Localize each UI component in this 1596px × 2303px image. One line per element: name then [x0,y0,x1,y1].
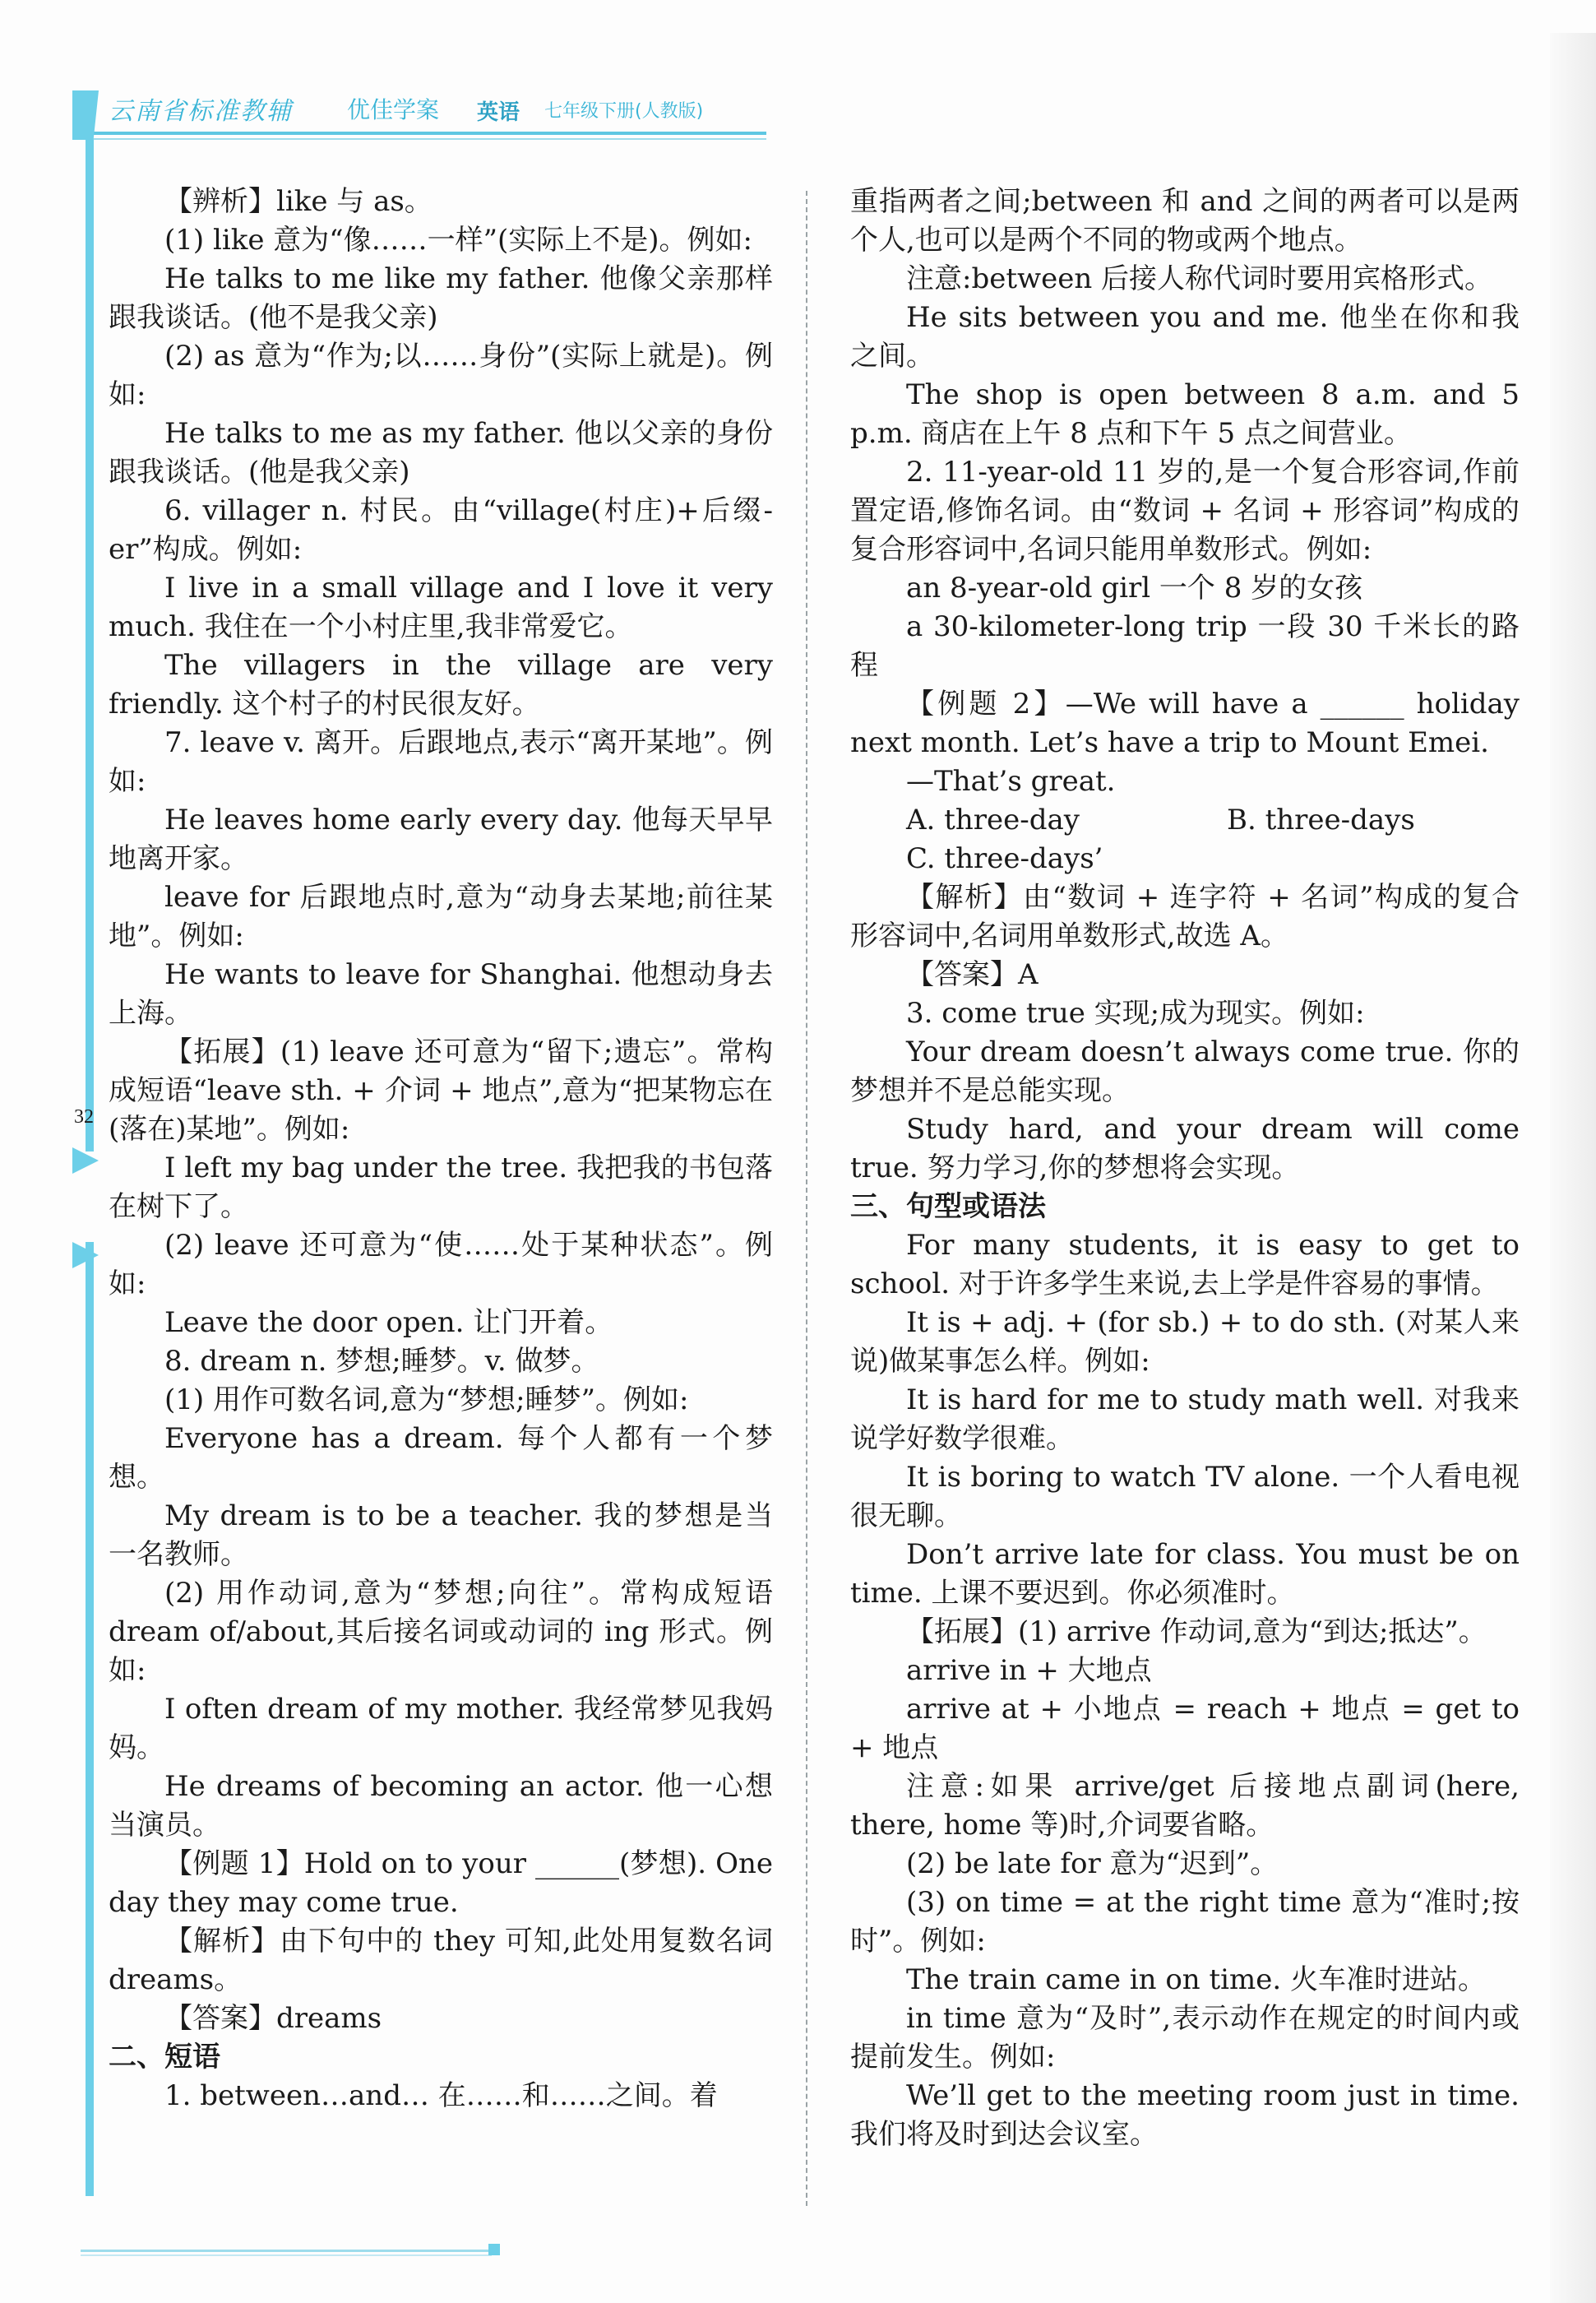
header-subtitle: 优佳学案 [347,96,440,123]
answer-option: B. three-days [1227,804,1415,836]
paragraph: It is hard for me to study math well. 对我来说学好数学很难。 [850,1383,1520,1455]
paragraph: My dream is to be a teacher. 我的梦想是当一名教师。 [109,1499,773,1571]
rail-bar-lower [86,1242,94,2196]
page-edge-shadow [1550,33,1596,2303]
paragraph: (2) be late for 意为“迟到”。 [906,1847,1279,1880]
paragraph: C. three-days’ [906,842,1103,875]
rail-tab [72,90,99,140]
section-heading: 三、句型或语法 [850,1190,1046,1223]
side-rail [72,90,99,2278]
paragraph: He talks to me as my father. 他以父亲的身份跟我谈话。(他是我父亲) [109,417,773,489]
paragraph: leave for 后跟地点时,意为“动身去某地;前往某地”。例如: [109,881,773,952]
paragraph: Leave the door open. 让门开着。 [164,1306,613,1339]
paragraph: in time 意为“及时”,表示动作在规定的时间内或提前发生。例如: [850,2002,1520,2074]
paragraph: For many students, it is easy to get to school. 对于许多学生来说,去上学是件容易的事情。 [850,1229,1520,1300]
footer-rule-thin [81,2254,492,2256]
header-subject: 英语 [477,100,520,125]
paragraph: 【拓展】(1) arrive 作动词,意为“到达;抵达”。 [906,1615,1487,1648]
left-column [109,183,773,2115]
paragraph: 重指两者之间;between 和 and 之间的两者可以是两个人,也可以是两个不同的物或两个地点。 [850,185,1520,257]
paragraph: We’ll get to the meeting room just in time. 我们将及时到达会议室。 [850,2079,1520,2151]
header-rule-thin [76,138,766,140]
paragraph: Everyone has a dream. 每个人都有一个梦想。 [109,1422,773,1494]
paragraph: 3. come true 实现;成为现实。例如: [906,997,1365,1030]
paragraph: 【例题 1】Hold on to your ______(梦想). One day they may come true. [109,1847,773,1919]
right-column [850,183,1520,2154]
paragraph: (2) leave 还可意为“使……处于某种状态”。例如: [109,1229,773,1300]
header-rule [76,132,766,135]
paragraph: 【辨析】like 与 as。 [164,185,433,218]
paragraph: 7. leave v. 离开。后跟地点,表示“离开某地”。例如: [109,726,773,798]
footer-rule [81,2250,492,2252]
paragraph: 注意:如果 arrive/get 后接地点副词(here, there, home 等)时,介词要省略。 [850,1770,1520,1842]
page-header [76,86,816,135]
rail-bar-upper [86,140,94,1152]
paragraph: 6. villager n. 村民。由“village(村庄)+后缀-er”构成。例如: [109,494,773,566]
paragraph: The shop is open between 8 a.m. and 5 p.m. 商店在上午 8 点和下午 5 点之间营业。 [850,378,1520,450]
paragraph: Your dream doesn’t always come true. 你的梦想并不是总能实现。 [850,1036,1520,1107]
paragraph: He talks to me like my father. 他像父亲那样跟我谈话。(他不是我父亲) [109,262,773,334]
paragraph: 8. dream n. 梦想;睡梦。v. 做梦。 [164,1345,599,1378]
answer-option: A. three-day [906,804,1080,836]
paragraph: Don’t arrive late for class. You must be on time. 上课不要迟到。你必须准时。 [850,1538,1520,1610]
paragraph: (3) on time = at the right time 意为“准时;按时”。例如: [850,1886,1520,1958]
paragraph: The villagers in the village are very friendly. 这个村子的村民很友好。 [109,649,773,721]
paragraph: It is + adj. + (for sb.) + to do sth. (对某人来说)做某事怎么样。例如: [850,1306,1520,1378]
paragraph: —That’s great. [906,765,1116,798]
paragraph: The train came in on time. 火车准时进站。 [906,1963,1487,1996]
column-divider [806,191,807,2206]
paragraph: (1) 用作可数名词,意为“梦想;睡梦”。例如: [164,1383,689,1416]
paragraph: a 30-kilometer-long trip 一段 30 千米长的路程 [850,610,1520,682]
paragraph: He sits between you and me. 他坐在你和我之间。 [850,301,1520,373]
paragraph: I live in a small village and I love it very much. 我住在一个小村庄里,我非常爱它。 [109,572,773,643]
paragraph: It is boring to watch TV alone. 一个人看电视很无聊。 [850,1461,1520,1532]
paragraph: 注意:between 后接人称代词时要用宾格形式。 [906,262,1493,295]
paragraph: I often dream of my mother. 我经常梦见我妈妈。 [109,1693,773,1764]
paragraph: I left my bag under the tree. 我把我的书包落在树下了。 [109,1152,773,1223]
paragraph: He dreams of becoming an actor. 他一心想当演员。 [109,1770,773,1842]
paragraph: (1) like 意为“像……一样”(实际上不是)。例如: [164,224,752,257]
paragraph: 【解析】由下句中的 they 可知,此处用复数名词 dreams。 [109,1925,773,1996]
paragraph: 【答案】A [906,958,1039,991]
paragraph: 【答案】dreams [164,2002,382,2035]
page-number: 32 [74,1106,94,1128]
paragraph: 【拓展】(1) leave 还可意为“留下;遗忘”。常构成短语“leave sth. + 介词 + 地点”,意为“把某物忘在(落在)某地”。例如: [109,1036,773,1146]
paragraph: (2) 用作动词,意为“梦想;向往”。常构成短语 dream of/about,其后接名词或动词的 ing 形式。例如: [109,1577,773,1687]
header-series: 云南省标准教辅 [109,97,293,126]
paragraph: He leaves home early every day. 他每天早早地离开家。 [109,804,773,875]
paragraph: 1. between…and… 在……和……之间。着 [164,2079,718,2112]
paragraph: 【解析】由“数词 + 连字符 + 名词”构成的复合形容词中,名词用单数形式,故选 A。 [850,881,1520,952]
paragraph: He wants to leave for Shanghai. 他想动身去上海。 [109,958,773,1030]
section-heading: 二、短语 [109,2041,220,2074]
footer-marker [488,2244,500,2255]
answer-options-row [850,801,1520,840]
paragraph: Study hard, and your dream will come true. 努力学习,你的梦想将会实现。 [850,1113,1520,1184]
paragraph: 2. 11-year-old 11 岁的,是一个复合形容词,作前置定语,修饰名词。由“数词 + 名词 + 形容词”构成的复合形容词中,名词只能用单数形式。例如: [850,456,1520,566]
header-grade: 七年级下册(人教版) [544,101,704,122]
paragraph: arrive at + 小地点 = reach + 地点 = get to + 地点 [850,1693,1520,1764]
paragraph: (2) as 意为“作为;以……身份”(实际上就是)。例如: [109,340,773,411]
paragraph: 【例题 2】—We will have a ______ holiday next month. Let’s have a trip to Mount Emei. [850,688,1520,759]
paragraph: an 8-year-old girl 一个 8 岁的女孩 [906,572,1363,605]
paragraph: arrive in + 大地点 [906,1654,1152,1687]
